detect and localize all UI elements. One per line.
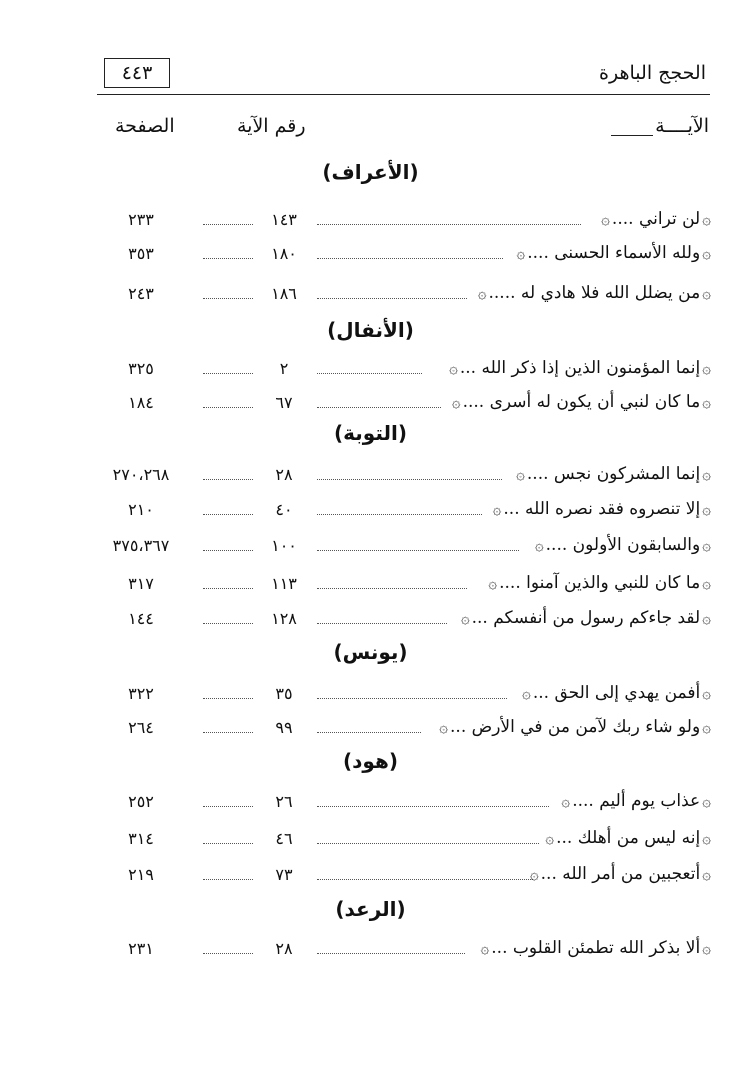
page-reference: ٢٧٠،٢٦٨ [112,465,170,484]
page-reference: ٣٧٥،٣٦٧ [112,536,170,555]
dot-leader-number [203,550,253,551]
ornament-close-icon: ۞ [601,210,610,228]
book-title: الحجج الباهرة [599,62,706,84]
index-row [0,861,741,891]
ayah-fragment: ألا بذكر الله تطمئن القلوب ... [491,938,701,958]
dot-leader-number [203,623,253,624]
index-row [0,825,741,855]
ornament-open-icon: ۞ [702,210,711,228]
page-reference: ٢٥٢ [128,792,154,811]
dot-leader [317,479,502,480]
index-row [0,935,741,965]
dot-leader-number [203,407,253,408]
column-header-underline [611,135,653,136]
index-row [0,240,741,270]
ayah-text [486,570,713,596]
surah-title: (الرعد) [335,897,406,921]
page-reference: ١٤٤ [128,609,154,628]
ayah-number: ٦٧ [275,393,293,412]
ornament-open-icon: ۞ [702,684,711,702]
ayah-fragment: والسابقون الأولون .... [545,535,701,555]
ayah-text [543,825,713,851]
ornament-close-icon: ۞ [492,500,502,518]
ayah-text [559,788,713,814]
ornament-close-icon: ۞ [451,393,461,411]
ornament-close-icon: ۞ [488,574,498,592]
ornament-open-icon: ۞ [702,792,711,810]
page-reference: ٢٤٣ [128,284,154,303]
ayah-fragment: إلا تنصروه فقد نصره الله ... [503,499,701,519]
ornament-open-icon: ۞ [702,609,711,627]
ayah-fragment: إنما المشركون نجس .... [526,464,701,484]
ornament-close-icon: ۞ [545,829,555,847]
dot-leader-number [203,514,253,515]
index-row [0,570,741,600]
dot-leader-number [203,732,253,733]
ayah-number: ١١٣ [271,574,297,593]
ornament-close-icon: ۞ [529,865,539,883]
index-row [0,355,741,385]
ayah-number: ٢٨ [275,465,293,484]
dot-leader [317,879,533,880]
page-reference: ٣٥٣ [128,244,154,263]
ayah-fragment: إنه ليس من أهلك ... [556,828,701,848]
dot-leader-number [203,479,253,480]
ornament-open-icon: ۞ [702,393,711,411]
ayah-number: ٧٣ [275,865,293,884]
page-reference: ٢١٠ [128,500,154,519]
dot-leader [317,953,465,954]
ayah-number: ٣٥ [275,684,293,703]
page-reference: ٢٣٣ [128,210,154,229]
ornament-close-icon: ۞ [480,939,490,957]
index-row [0,788,741,818]
page-reference: ٣٢٥ [128,359,154,378]
dot-leader-number [203,588,253,589]
ayah-text [450,389,713,415]
ornament-close-icon: ۞ [460,609,470,627]
index-row [0,605,741,635]
index-row [0,714,741,744]
running-header [97,52,710,95]
page-reference: ٢٦٤ [128,718,154,737]
ayah-number: ٤٠ [275,500,293,519]
column-header-ayah-number: رقم الآية [237,115,306,137]
ayah-fragment: إنما المؤمنون الذين إذا ذكر الله ... [459,358,701,378]
dot-leader [317,623,447,624]
ornament-open-icon: ۞ [702,500,711,518]
page-reference: ١٨٤ [128,393,154,412]
dot-leader-number [203,806,253,807]
dot-leader [317,258,503,259]
dot-leader-number [203,879,253,880]
ornament-close-icon: ۞ [561,792,571,810]
ayah-text [478,935,713,961]
ornament-close-icon: ۞ [477,284,487,302]
ayah-fragment: عذاب يوم أليم .... [572,791,701,811]
index-row [0,461,741,491]
ornament-open-icon: ۞ [702,718,711,736]
ayah-text [459,605,713,631]
page-reference: ٣١٧ [128,574,154,593]
ayah-number: ٢ [279,359,289,378]
ayah-number: ١٠٠ [271,536,297,555]
ayah-fragment: ما كان لنبي أن يكون له أسرى .... [462,392,701,412]
dot-leader [317,373,422,374]
dot-leader-number [203,953,253,954]
dot-leader [317,806,549,807]
ornament-close-icon: ۞ [534,536,544,554]
ayah-text [514,461,713,487]
ayah-number: ١٢٨ [271,609,297,628]
page-reference: ٣٢٢ [128,684,154,703]
dot-leader [317,843,539,844]
index-row [0,680,741,710]
ayah-number: ١٤٣ [271,210,297,229]
page-number: ٤٤٣ [121,62,153,84]
ayah-text [491,496,713,522]
dot-leader-number [203,258,253,259]
dot-leader [317,298,467,299]
ornament-open-icon: ۞ [702,829,711,847]
dot-leader-number [203,698,253,699]
surah-title: (الأعراف) [322,160,419,184]
dot-leader [317,407,441,408]
ayah-number: ١٨٠ [271,244,297,263]
index-row [0,532,741,562]
ayah-fragment: لقد جاءكم رسول من أنفسكم ... [471,608,701,628]
page-reference: ٣١٤ [128,829,154,848]
ayah-fragment: لن تراني .... [611,209,701,229]
index-row [0,280,741,310]
ayah-number: ٤٦ [275,829,293,848]
ornament-close-icon: ۞ [449,359,458,377]
ayah-fragment: ما كان للنبي والذين آمنوا .... [499,573,701,593]
ayah-fragment: أفمن يهدي إلى الحق ... [532,683,701,703]
ayah-fragment: ولو شاء ربك لآمن من في الأرض ... [450,717,701,737]
surah-title: (الأنفال) [327,318,414,342]
ayah-text [528,861,713,887]
dot-leader [317,588,467,589]
surah-title: (يونس) [333,640,408,664]
ornament-open-icon: ۞ [702,574,711,592]
ornament-open-icon: ۞ [702,939,711,957]
ayah-text [533,532,713,558]
index-row [0,496,741,526]
ornament-close-icon: ۞ [439,718,449,736]
index-row [0,389,741,419]
ayah-number: ٩٩ [275,718,293,737]
dot-leader [317,698,507,699]
column-header-page: الصفحة [115,115,175,137]
page-reference: ٢٣١ [128,939,154,958]
ornament-open-icon: ۞ [702,865,711,883]
dot-leader [317,514,482,515]
page-reference: ٢١٩ [128,865,154,884]
page-number-box [104,58,170,88]
surah-title: (هود) [343,749,398,773]
ayah-text [447,355,713,381]
dot-leader [317,732,421,733]
ornament-open-icon: ۞ [702,244,711,262]
ayah-text [514,240,713,266]
column-header-ayah: الآيــــة [655,115,709,137]
ornament-close-icon: ۞ [516,465,525,483]
ayah-number: ٢٦ [275,792,293,811]
dot-leader-number [203,373,253,374]
ornament-close-icon: ۞ [516,244,526,262]
ornament-open-icon: ۞ [702,284,711,302]
dot-leader-number [203,298,253,299]
ayah-fragment: ولله الأسماء الحسنى .... [527,243,701,263]
ayah-fragment: أتعجبين من أمر الله ... [540,864,701,884]
ayah-text [599,206,713,232]
dot-leader-number [203,224,253,225]
dot-leader-number [203,843,253,844]
ornament-open-icon: ۞ [702,359,711,377]
ayah-number: ١٨٦ [271,284,297,303]
dot-leader [317,550,519,551]
index-row [0,206,741,236]
surah-title: (التوبة) [334,421,407,445]
ayah-text [437,714,713,740]
dot-leader [317,224,581,225]
ayah-text [476,280,713,306]
ayah-number: ٢٨ [275,939,293,958]
ornament-open-icon: ۞ [702,465,711,483]
ornament-open-icon: ۞ [702,536,711,554]
ayah-fragment: من يضلل الله فلا هادي له ..... [488,283,701,303]
ornament-close-icon: ۞ [522,684,531,702]
ayah-text [520,680,713,706]
